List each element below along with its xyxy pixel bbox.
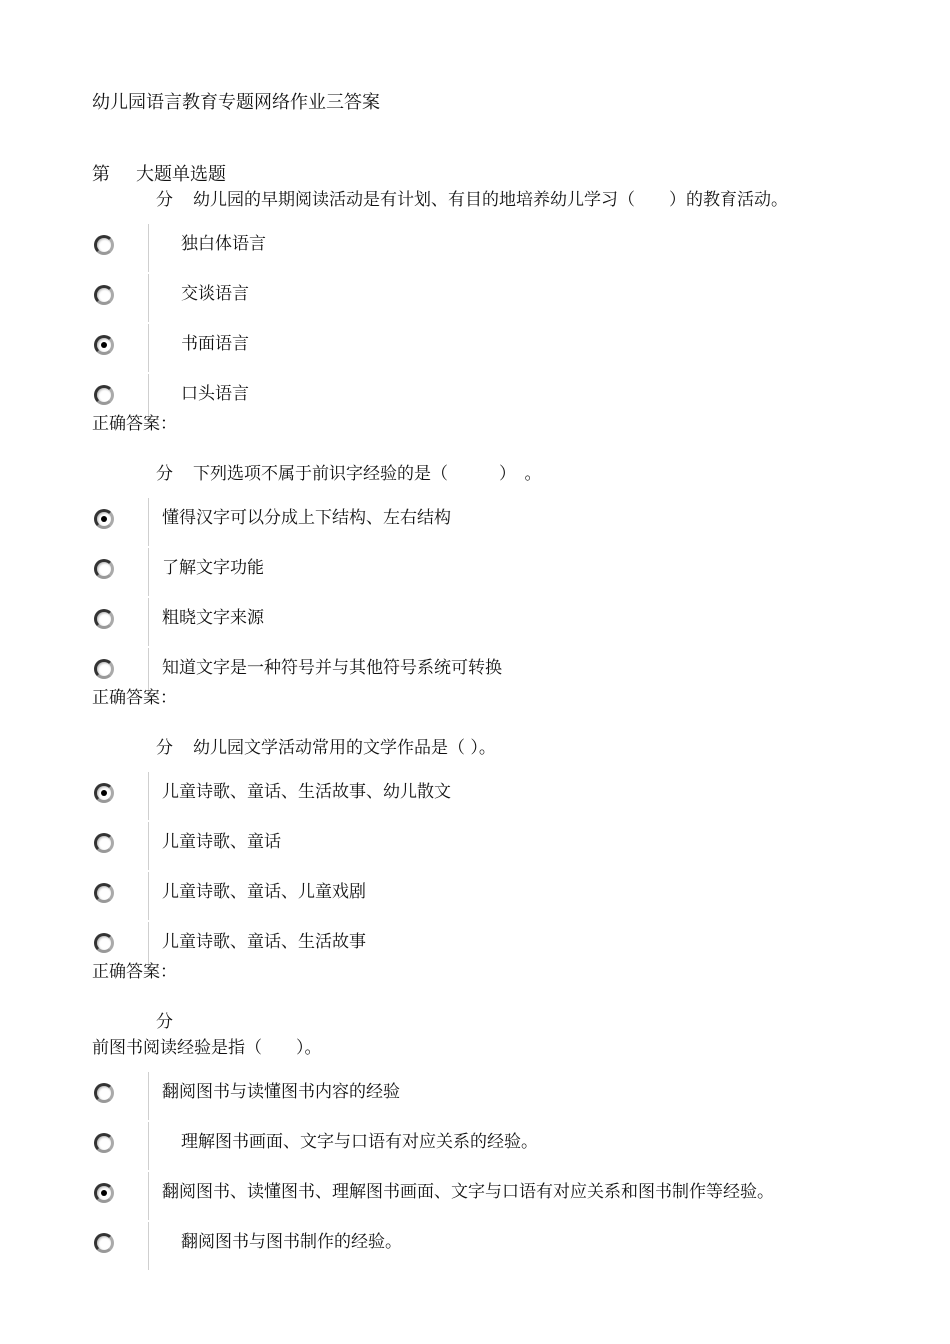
divider	[148, 1072, 149, 1120]
option-label: 儿童诗歌、童话、生活故事	[162, 932, 366, 952]
radio-icon[interactable]	[94, 285, 114, 305]
radio-icon[interactable]	[94, 1083, 114, 1103]
divider	[148, 872, 149, 920]
option-label: 口头语言	[181, 384, 249, 404]
option-label: 粗晓文字来源	[162, 608, 264, 628]
option-label: 理解图书画面、文字与口语有对应关系的经验。	[181, 1132, 538, 1152]
document-title: 幼儿园语言教育专题网络作业三答案	[92, 92, 380, 113]
question-4-score: 分	[156, 1012, 173, 1032]
radio-icon[interactable]	[94, 609, 114, 629]
question-1-option-d[interactable]	[92, 382, 892, 418]
question-3-stem	[156, 740, 496, 757]
question-2-option-a[interactable]	[92, 506, 892, 542]
question-3-option-b[interactable]	[92, 830, 892, 866]
radio-icon[interactable]	[94, 235, 114, 255]
radio-icon[interactable]	[94, 385, 114, 405]
correct-answer-label-3: 正确答案：	[92, 962, 177, 982]
radio-icon[interactable]	[94, 833, 114, 853]
option-label: 书面语言	[181, 334, 249, 354]
option-label: 儿童诗歌、童话、儿童戏剧	[162, 882, 366, 902]
radio-icon[interactable]	[94, 1133, 114, 1153]
radio-icon[interactable]	[94, 659, 114, 679]
divider	[148, 772, 149, 820]
question-1-option-c[interactable]	[92, 332, 892, 368]
question-3-option-d[interactable]	[92, 930, 892, 966]
question-2-text: 下列选项不属于前识字经验的是（ ） 。	[193, 464, 542, 484]
divider	[148, 598, 149, 646]
question-4-text: 前图书阅读经验是指（ ）。	[92, 1038, 322, 1058]
section-prefix: 第	[92, 164, 110, 185]
divider	[148, 548, 149, 596]
radio-checked-icon[interactable]	[94, 335, 114, 355]
option-label: 懂得汉字可以分成上下结构、左右结构	[162, 508, 451, 528]
divider	[148, 274, 149, 322]
question-2-option-c[interactable]	[92, 606, 892, 642]
radio-icon[interactable]	[94, 1233, 114, 1253]
section-title	[92, 166, 226, 184]
option-label: 独白体语言	[181, 234, 266, 254]
question-4-option-c[interactable]	[92, 1180, 892, 1216]
radio-checked-icon[interactable]	[94, 1183, 114, 1203]
radio-checked-icon[interactable]	[94, 509, 114, 529]
question-2-option-b[interactable]	[92, 556, 892, 592]
divider	[148, 1122, 149, 1170]
radio-icon[interactable]	[94, 559, 114, 579]
question-3-option-c[interactable]	[92, 880, 892, 916]
question-1-option-a[interactable]	[92, 232, 892, 268]
question-2-option-d[interactable]	[92, 656, 892, 692]
question-3-option-a[interactable]	[92, 780, 892, 816]
divider	[148, 324, 149, 372]
option-label: 翻阅图书与读懂图书内容的经验	[162, 1082, 400, 1102]
radio-checked-icon[interactable]	[94, 783, 114, 803]
question-3-text: 幼儿园文学活动常用的文学作品是（ ）。	[193, 738, 496, 758]
question-1-option-b[interactable]	[92, 282, 892, 318]
option-label: 交谈语言	[181, 284, 249, 304]
divider	[148, 1172, 149, 1220]
correct-answer-label-2: 正确答案：	[92, 688, 177, 708]
option-label: 儿童诗歌、童话	[162, 832, 281, 852]
question-4-option-a[interactable]	[92, 1080, 892, 1116]
option-label: 儿童诗歌、童话、生活故事、幼儿散文	[162, 782, 451, 802]
question-4-option-b[interactable]	[92, 1130, 892, 1166]
question-2-score: 分	[156, 464, 173, 484]
option-label: 翻阅图书、读懂图书、理解图书画面、文字与口语有对应关系和图书制作等经验。	[162, 1182, 774, 1202]
option-label: 知道文字是一种符号并与其他符号系统可转换	[162, 658, 502, 678]
question-2-stem	[156, 466, 542, 483]
divider	[148, 224, 149, 272]
question-1-text: 幼儿园的早期阅读活动是有计划、有目的地培养幼儿学习（ ）的教育活动。	[193, 190, 788, 210]
radio-icon[interactable]	[94, 883, 114, 903]
divider	[148, 498, 149, 546]
question-3-score: 分	[156, 738, 173, 758]
option-label: 翻阅图书与图书制作的经验。	[181, 1232, 402, 1252]
question-4-option-d[interactable]	[92, 1230, 892, 1266]
question-1-stem	[156, 192, 788, 209]
correct-answer-label-1: 正确答案：	[92, 414, 177, 434]
question-1-score: 分	[156, 190, 173, 210]
divider	[148, 1222, 149, 1270]
divider	[148, 822, 149, 870]
section-name: 大题单选题	[136, 164, 226, 185]
option-label: 了解文字功能	[162, 558, 264, 578]
radio-icon[interactable]	[94, 933, 114, 953]
